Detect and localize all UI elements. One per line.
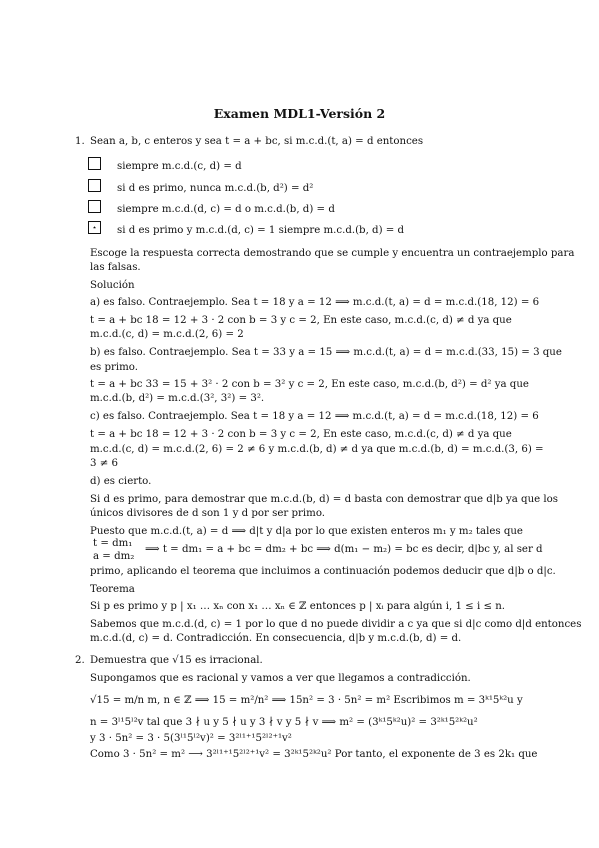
solution-c-line-3: m.c.d.(c, d) = m.c.d.(2, 6) = 2 ≠ 6 y m.c.d.(b, d) ≠ d ya que m.c.d.(b, d) = m.c.d.(3, 6) = xyxy=(90,444,544,455)
solution-a-line-1: a) es falso. Contraejemplo. Sea t = 18 y a = 12 ⟹ m.c.d.(t, a) = d = m.c.d.(18, 12) = 6 xyxy=(90,297,540,308)
theorem-heading: Teorema xyxy=(90,584,135,595)
option-checkbox-c[interactable] xyxy=(88,200,101,213)
solution-b-line-2: es primo. xyxy=(90,362,138,373)
q2-line-3: n = 3ˡ¹5ˡ²v tal que 3 ∤ u y 5 ∤ u y 3 ∤ v y 5 ∤ v ⟹ m² = (3ᵏ¹5ᵏ²u)² = 3²ᵏ¹5²ᵏ²u² xyxy=(90,717,478,728)
conclusion-line-1: Sabemos que m.c.d.(d, c) = 1 por lo que d no puede dividir a c ya que si d|c como d|d entonces xyxy=(90,619,582,630)
solution-b-line-3: t = a + bc 33 = 15 + 3² · 2 con b = 3² y c = 2, En este caso, m.c.d.(b, d²) = d² ya que xyxy=(90,379,529,390)
system-eq-bottom: a = dm₂ xyxy=(93,551,135,562)
page-title: Examen MDL1-Versión 2 xyxy=(213,106,386,121)
option-checkbox-d[interactable]: ⋆ xyxy=(88,221,101,234)
solution-a-line-2: t = a + bc 18 = 12 + 3 · 2 con b = 3 y c = 2, En este caso, m.c.d.(c, d) ≠ d ya que xyxy=(90,315,512,326)
q2-line-2: √15 = m/n m, n ∈ ℤ ⟹ 15 = m²/n² ⟹ 15n² = 3 · 5n² = m² Escribimos m = 3ᵏ¹5ᵏ²u y xyxy=(90,695,523,706)
solution-d-line-1: d) es cierto. xyxy=(90,476,152,487)
question-2-prompt: Demuestra que √15 es irracional. xyxy=(90,655,263,666)
solution-heading: Solución xyxy=(90,280,135,291)
theorem-statement: Si p es primo y p | x₁ … xₙ con x₁ … xₙ ∈ ℤ entonces p | xᵢ para algún i, 1 ≤ i ≤ n. xyxy=(90,601,506,612)
solution-b-line-1: b) es falso. Contraejemplo. Sea t = 33 y a = 15 ⟹ m.c.d.(t, a) = d = m.c.d.(33, 15) = 3 que xyxy=(90,347,562,358)
q2-line-4: y 3 · 5n² = 3 · 5(3ˡ¹5ˡ²v)² = 3²ˡ¹⁺¹5²ˡ²⁺¹v² xyxy=(90,733,292,744)
system-eq-top: t = dm₁ xyxy=(93,538,133,549)
question-number-2: 2. xyxy=(75,655,85,666)
q2-line-1: Supongamos que es racional y vamos a ver que llegamos a contradicción. xyxy=(90,673,471,684)
instruction-line-2: las falsas. xyxy=(90,262,141,273)
option-checkbox-a[interactable] xyxy=(88,157,101,170)
option-text-c: siempre m.c.d.(d, c) = d o m.c.d.(b, d) = d xyxy=(117,204,335,215)
option-text-a: siempre m.c.d.(c, d) = d xyxy=(117,161,242,172)
solution-c-line-1: c) es falso. Contraejemplo. Sea t = 18 y a = 12 ⟹ m.c.d.(t, a) = d = m.c.d.(18, 12) = 6 xyxy=(90,411,539,422)
question-number-1: 1. xyxy=(75,136,85,147)
option-checkbox-b[interactable] xyxy=(88,179,101,192)
solution-d-line-2: Si d es primo, para demostrar que m.c.d.(b, d) = d basta con demostrar que d|b ya que los xyxy=(90,494,559,505)
solution-d-line-5: ⟹ t = dm₁ = a + bc = dm₂ + bc ⟹ d(m₁ − m₂) = bc es decir, d|bc y, al ser d xyxy=(145,544,543,555)
solution-c-line-2: t = a + bc 18 = 12 + 3 · 2 con b = 3 y c = 2, En este caso, m.c.d.(c, d) ≠ d ya que xyxy=(90,429,512,440)
instruction-line-1: Escoge la respuesta correcta demostrando que se cumple y encuentra un contraejemplo para xyxy=(90,248,575,259)
option-text-b: si d es primo, nunca m.c.d.(b, d²) = d² xyxy=(117,183,314,194)
solution-b-line-4: m.c.d.(b, d²) = m.c.d.(3², 3²) = 3². xyxy=(90,393,265,404)
solution-d-line-4: Puesto que m.c.d.(t, a) = d ⟹ d|t y d|a por lo que existen enteros m₁ y m₂ tales que xyxy=(90,526,523,537)
question-1-prompt: Sean a, b, c enteros y sea t = a + bc, si m.c.d.(t, a) = d entonces xyxy=(90,136,424,147)
solution-c-line-4: 3 ≠ 6 xyxy=(90,458,118,469)
q2-line-5: Como 3 · 5n² = m² ⟶ 3²ˡ¹⁺¹5²ˡ²⁺¹v² = 3²ᵏ¹5²ᵏ²u² Por tanto, el exponente de 3 es 2k₁ que xyxy=(90,749,538,760)
solution-a-line-3: m.c.d.(c, d) = m.c.d.(2, 6) = 2 xyxy=(90,329,244,340)
conclusion-line-2: m.c.d.(d, c) = d. Contradicción. En consecuencia, d|b y m.c.d.(b, d) = d. xyxy=(90,633,462,644)
solution-d-line-3: únicos divisores de d son 1 y d por ser primo. xyxy=(90,508,326,519)
option-text-d: si d es primo y m.c.d.(d, c) = 1 siempre m.c.d.(b, d) = d xyxy=(117,225,405,236)
solution-d-line-6: primo, aplicando el teorema que incluimos a continuación podemos deducir que d|b o d|c. xyxy=(90,566,556,577)
